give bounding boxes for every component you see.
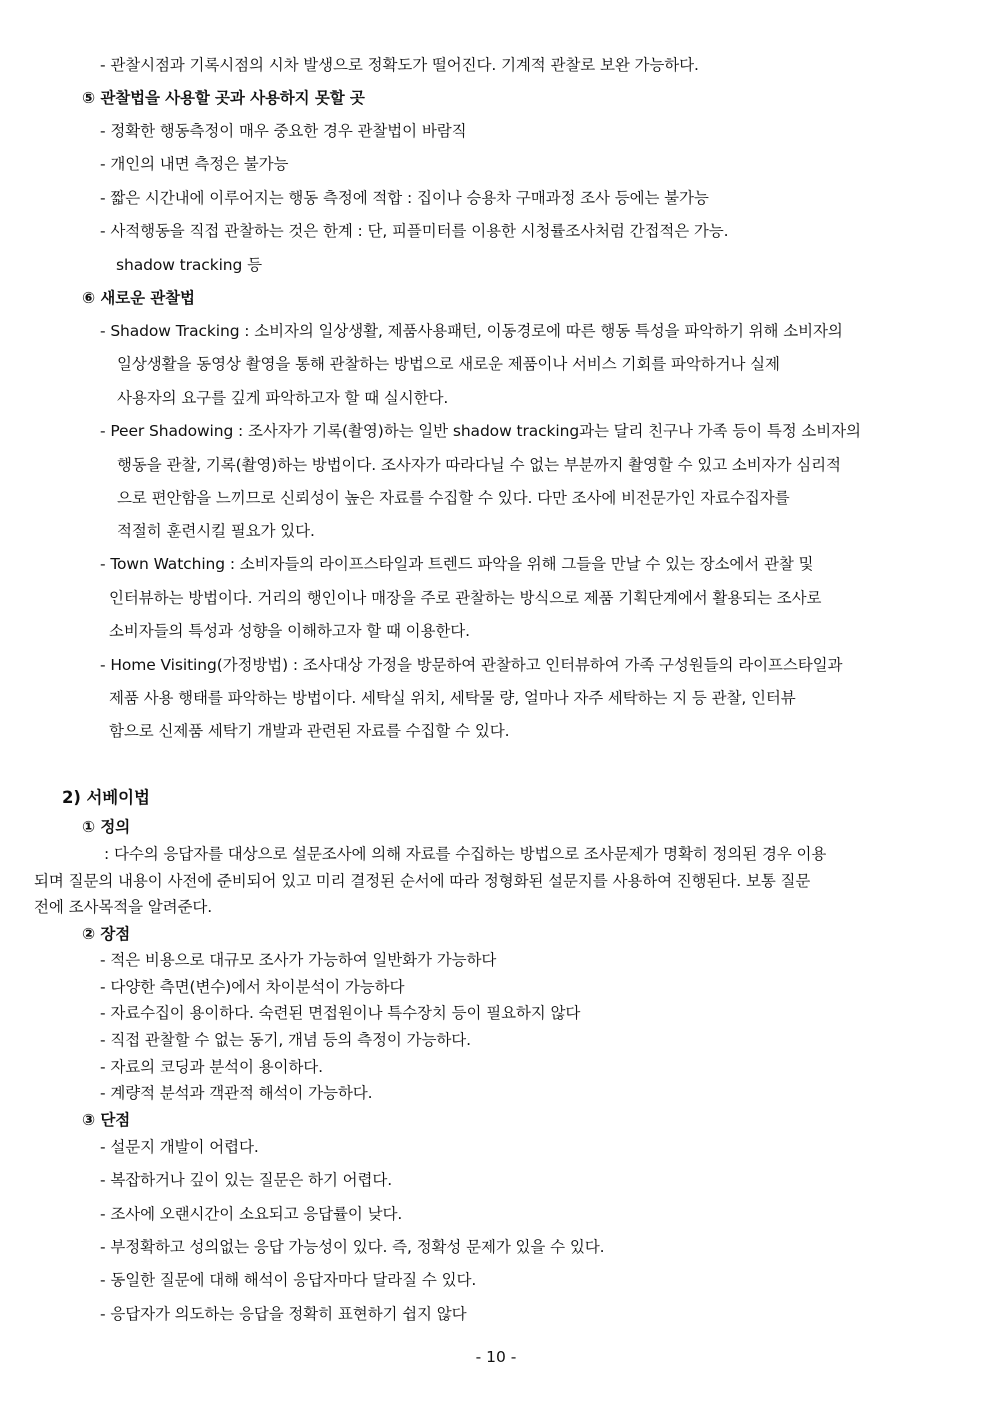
where-heading: ⑤ 관찰법을 사용할 곳과 사용하지 못할 곳 xyxy=(82,89,365,107)
definition-heading: ① 정의 xyxy=(82,818,131,836)
town-watching-line: 소비자들의 특성과 성향을 이해하고자 할 때 이용한다. xyxy=(109,622,470,640)
pros-item: - 적은 비용으로 대규모 조사가 가능하여 일반화가 가능하다 xyxy=(100,951,497,969)
cons-item: - 조사에 오랜시간이 소요되고 응답률이 낮다. xyxy=(100,1205,403,1223)
shadow-tracking-line: 일상생활을 동영상 촬영을 통해 관찰하는 방법으로 새로운 제품이나 서비스 기회를 파악하거나 실제 xyxy=(117,355,780,373)
pros-item: - 계량적 분석과 객관적 해석이 가능하다. xyxy=(100,1084,373,1102)
definition-line: : 다수의 응답자를 대상으로 설문조사에 의해 자료를 수집하는 방법으로 조사문제가 명확히 정의된 경우 이용 xyxy=(104,845,827,863)
cons-heading: ③ 단점 xyxy=(82,1111,131,1129)
pros-item: - 자료수집이 용이하다. 숙련된 면접원이나 특수장치 등이 필요하지 않다 xyxy=(100,1004,581,1022)
cons-item: - 응답자가 의도하는 응답을 정확히 표현하기 쉽지 않다 xyxy=(100,1305,467,1323)
shadow-tracking-line: 사용자의 요구를 깊게 파악하고자 할 때 실시한다. xyxy=(117,389,449,407)
cons-item: - 부정확하고 성의없는 응답 가능성이 있다. 즉, 정확성 문제가 있을 수 있다. xyxy=(100,1238,605,1256)
peer-shadowing-line: 으로 편안함을 느끼므로 신뢰성이 높은 자료를 수집할 수 있다. 다만 조사에 비전문가인 자료수집자를 xyxy=(117,489,790,507)
definition-line: 전에 조사목적을 알려준다. xyxy=(34,898,213,916)
pros-item: - 다양한 측면(변수)에서 차이분석이 가능하다 xyxy=(100,978,405,996)
peer-shadowing-line: - Peer Shadowing : 조사자가 기록(촬영)하는 일반 shadow tracking과는 달리 친구나 가족 등이 특정 소비자의 xyxy=(100,422,861,440)
where-item: - 개인의 내면 측정은 불가능 xyxy=(100,155,289,173)
pros-item: - 직접 관찰할 수 없는 동기, 개념 등의 측정이 가능하다. xyxy=(100,1031,471,1049)
cons-item: - 복잡하거나 깊이 있는 질문은 하기 어렵다. xyxy=(100,1171,393,1189)
home-visiting-line: 제품 사용 행태를 파악하는 방법이다. 세탁실 위치, 세탁물 량, 얼마나 자주 세탁하는 지 등 관찰, 인터뷰 xyxy=(109,689,796,707)
home-visiting-line: 함으로 신제품 세탁기 개발과 관련된 자료를 수집할 수 있다. xyxy=(109,722,510,740)
new-methods-heading: ⑥ 새로운 관찰법 xyxy=(82,289,195,307)
page-number: - 10 - xyxy=(475,1348,517,1366)
definition-line: 되며 질문의 내용이 사전에 준비되어 있고 미리 결정된 순서에 따라 정형화된 설문지를 사용하여 진행된다. 보통 질문 xyxy=(34,872,811,890)
town-watching-line: 인터뷰하는 방법이다. 거리의 행인이나 매장을 주로 관찰하는 방식으로 제품 기획단계에서 활용되는 조사로 xyxy=(109,589,822,607)
pros-heading: ② 장점 xyxy=(82,925,131,943)
peer-shadowing-line: 행동을 관찰, 기록(촬영)하는 방법이다. 조사자가 따라다닐 수 없는 부분까지 촬영할 수 있고 소비자가 심리적 xyxy=(117,456,841,474)
town-watching-line: - Town Watching : 소비자들의 라이프스타일과 트렌드 파악을 위해 그들을 만날 수 있는 장소에서 관찰 및 xyxy=(100,555,814,573)
observation-intro-line: - 관찰시점과 기록시점의 시차 발생으로 정확도가 떨어진다. 기계적 관찰로 보완 가능하다. xyxy=(100,56,699,74)
peer-shadowing-line: 적절히 훈련시킬 필요가 있다. xyxy=(117,522,315,540)
shadow-tracking-line: - Shadow Tracking : 소비자의 일상생활, 제품사용패턴, 이동경로에 따른 행동 특성을 파악하기 위해 소비자의 xyxy=(100,322,843,340)
pros-item: - 자료의 코딩과 분석이 용이하다. xyxy=(100,1058,323,1076)
home-visiting-line: - Home Visiting(가정방법) : 조사대상 가정을 방문하여 관찰하고 인터뷰하여 가족 구성원들의 라이프스타일과 xyxy=(100,656,843,674)
cons-item: - 설문지 개발이 어렵다. xyxy=(100,1138,259,1156)
where-item: - 정확한 행동측정이 매우 중요한 경우 관찰법이 바람직 xyxy=(100,122,467,140)
where-item-continuation: shadow tracking 등 xyxy=(116,256,262,274)
where-item: - 사적행동을 직접 관찰하는 것은 한계 : 단, 피플미터를 이용한 시청률조사처럼 간접적은 가능. xyxy=(100,222,729,240)
survey-heading: 2) 서베이법 xyxy=(62,788,150,807)
where-item: - 짧은 시간내에 이루어지는 행동 측정에 적합 : 집이나 승용차 구매과정 조사 등에는 불가능 xyxy=(100,189,709,207)
cons-item: - 동일한 질문에 대해 해석이 응답자마다 달라질 수 있다. xyxy=(100,1271,477,1289)
